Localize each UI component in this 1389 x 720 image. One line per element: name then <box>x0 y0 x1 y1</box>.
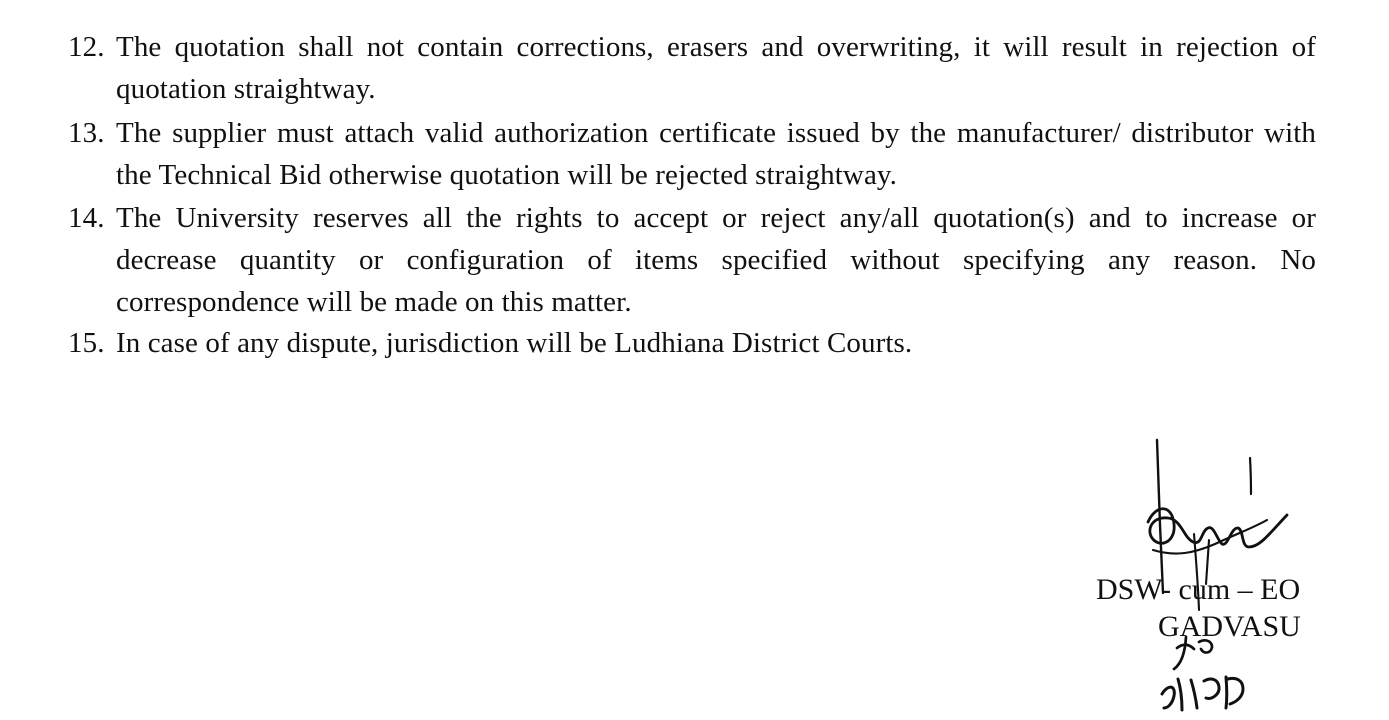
handwritten-signature <box>1090 430 1340 720</box>
clause-text: The supplier must attach valid authorization certificate issued by the manufacturer/ distributor with the Technical Bid otherwise quotation will be rejected straightway. <box>116 117 1316 191</box>
signatory-organization: GADVASU <box>1158 610 1301 643</box>
clause-text: In case of any dispute, jurisdiction will be Ludhiana District Courts. <box>116 327 913 359</box>
clause-number: 15. <box>68 327 105 359</box>
clause-text: The quotation shall not contain corrections, erasers and overwriting, it will result in rejection of quotation straightway. <box>116 31 1316 105</box>
signature-block <box>1090 430 1340 720</box>
signatory-title: DSW- cum – EO <box>1096 573 1301 606</box>
clause-number: 12. <box>68 31 105 63</box>
clause-number: 14. <box>68 202 105 234</box>
clause-number: 13. <box>68 117 105 149</box>
clause-text: The University reserves all the rights to accept or reject any/all quotation(s) and to increase or decrease quantity or configuration of items specified without specifying any reason. No correspondence will be made on this matter. <box>116 202 1316 318</box>
